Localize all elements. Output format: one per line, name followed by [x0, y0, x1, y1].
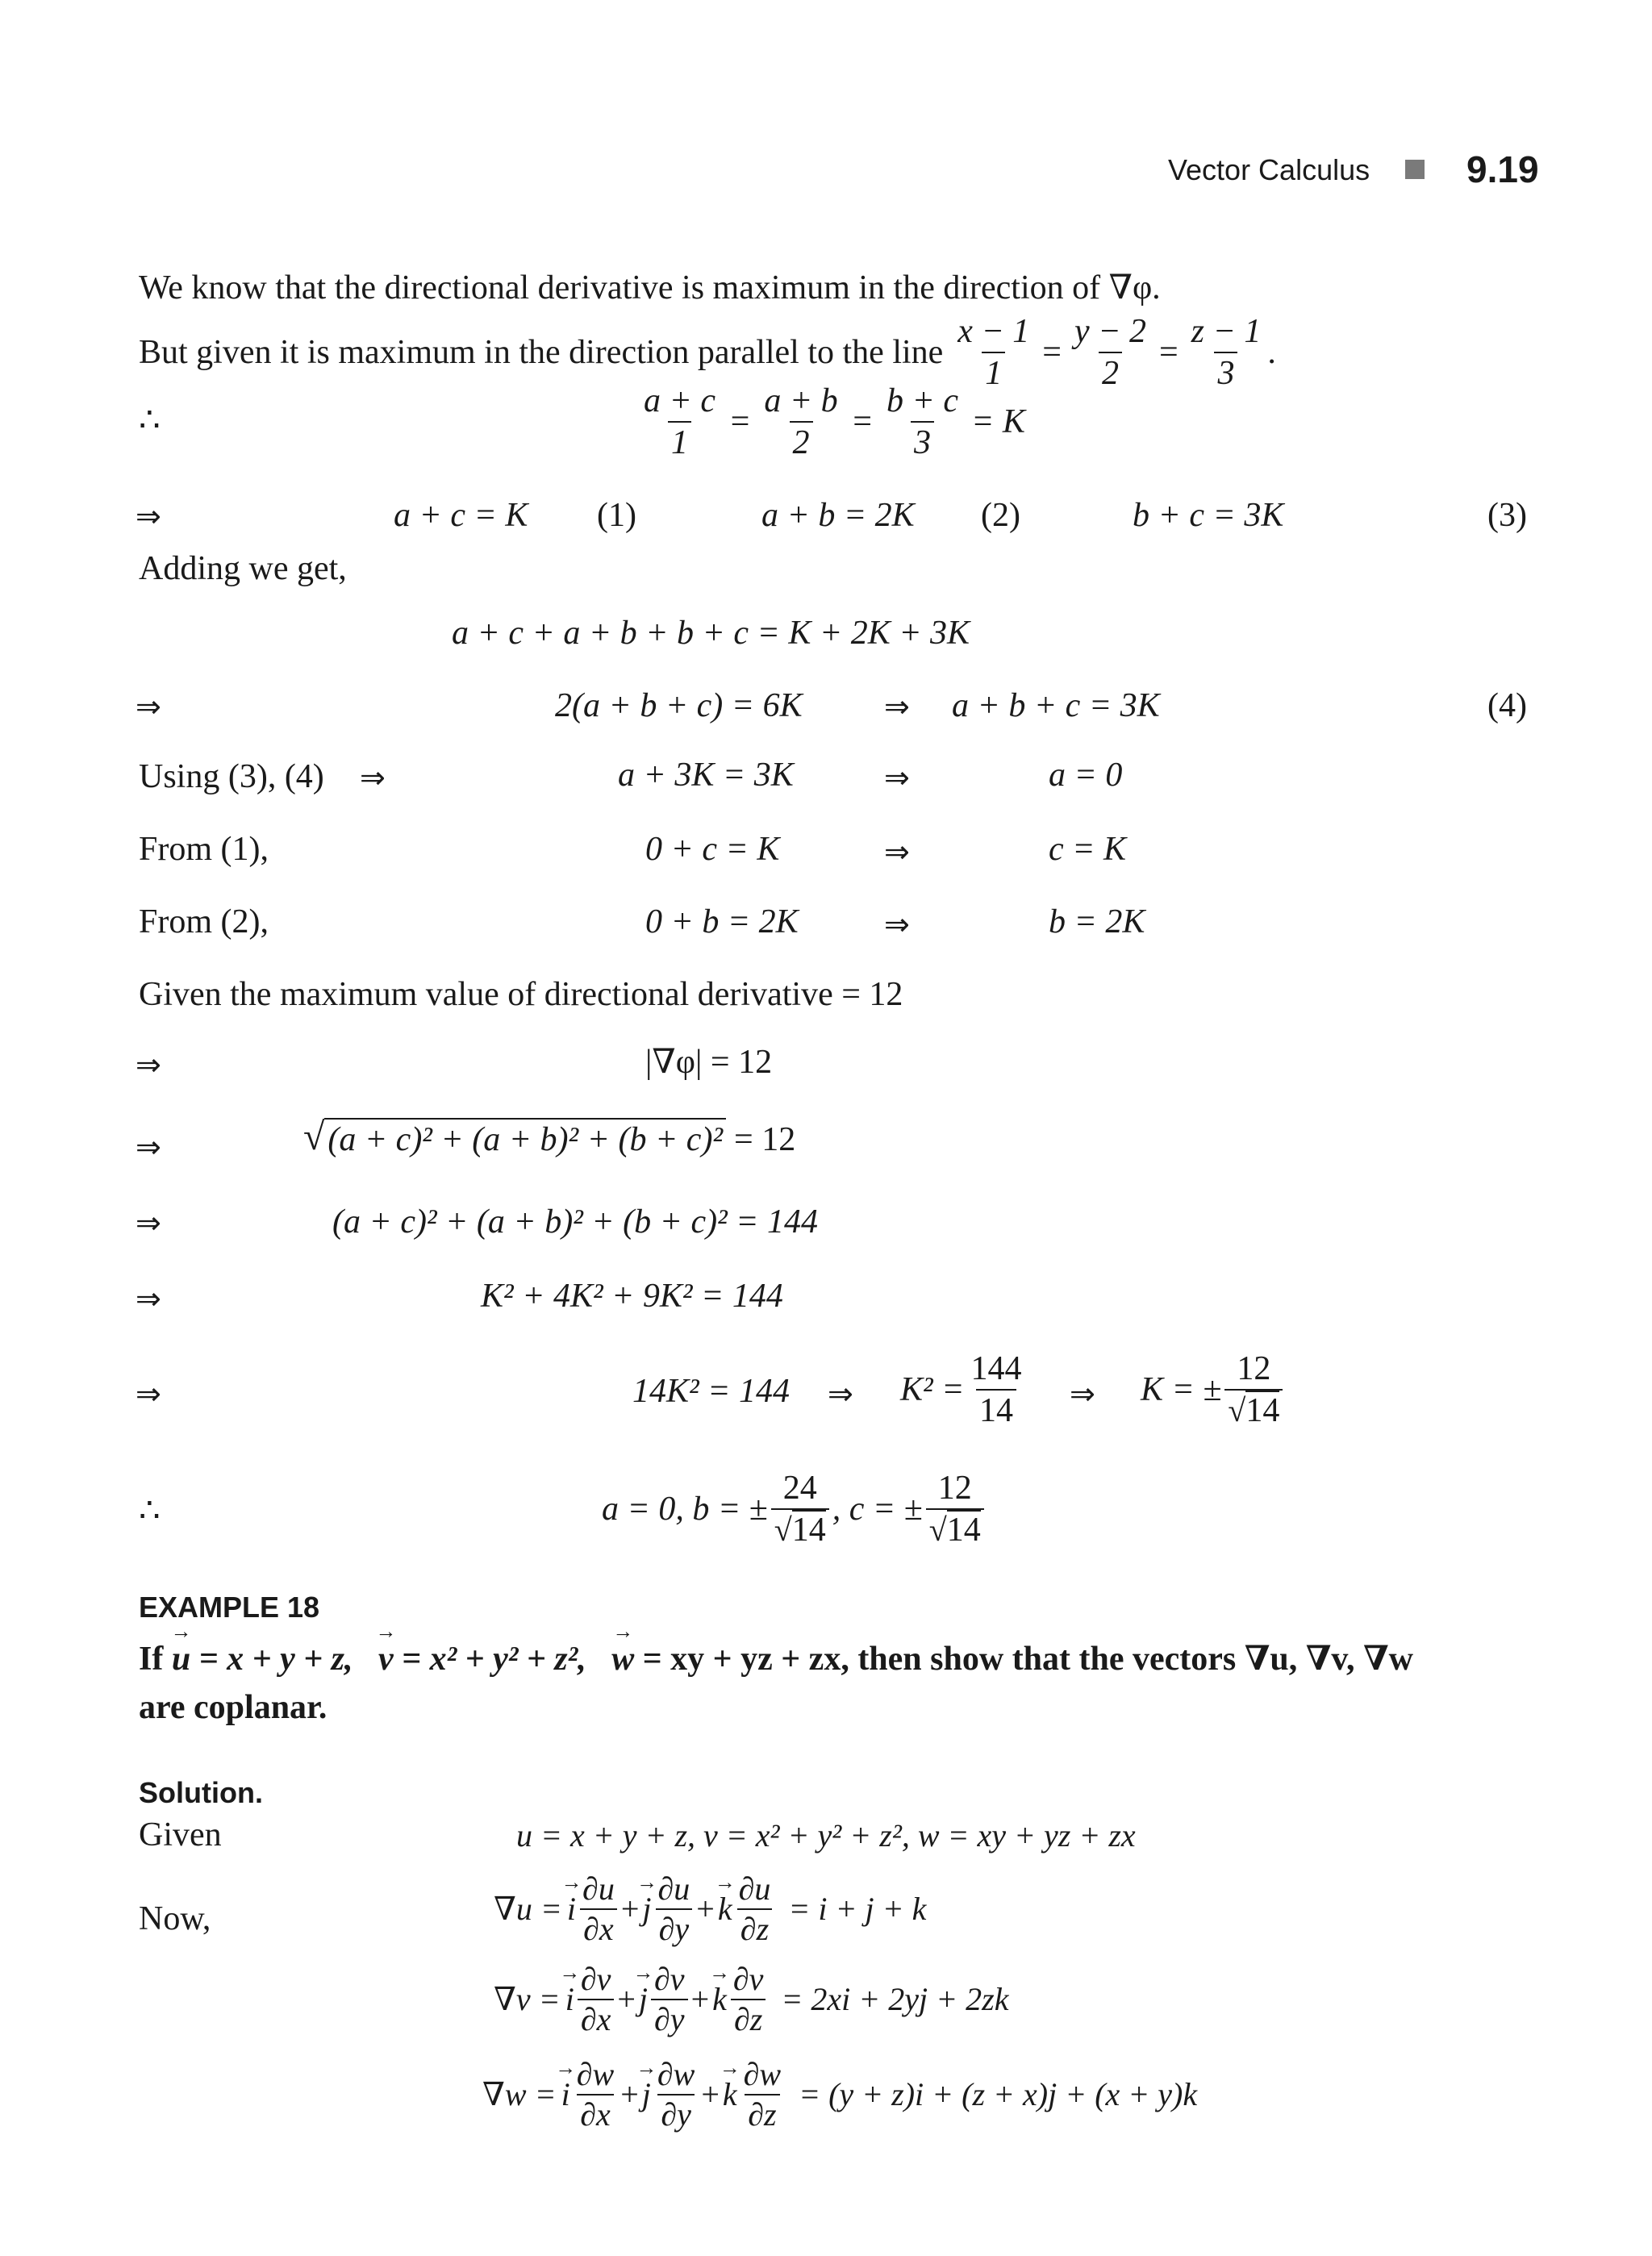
equation-tag-2: (2)	[981, 497, 1020, 534]
k-squared-fraction: K² = $\frac{144}{14}$	[900, 1350, 1022, 1429]
header-square-icon	[1405, 160, 1425, 179]
grad-w-equation: ∇w = i → $\frac{\partial w}{\partial x}$ + j → $\frac{\partial w}{\partial y}$ + k → $\frac{\partial w}{\partial z}$ = (y + z)i + (z + x)j + (x + y)k	[482, 2058, 1197, 2131]
implies-arrow: ⇒	[136, 1129, 161, 1165]
from2-label: From (2),	[139, 903, 269, 940]
ratio-frac-2: $\frac{a + b}{2}$	[764, 382, 838, 461]
given-max-text: Given the maximum value of directional derivative = 12	[139, 976, 903, 1013]
row4-right: a + b + c = 3K	[952, 687, 1160, 724]
implies-arrow: ⇒	[136, 689, 161, 724]
implies-arrow: ⇒	[136, 498, 161, 534]
ratio-frac-3: $\frac{b + c}{3}$	[886, 382, 958, 461]
implies-arrow: ⇒	[828, 1376, 853, 1412]
implies-arrow: ⇒	[136, 1205, 161, 1241]
equation-tag-4: (4)	[1487, 687, 1527, 724]
adding-text: Adding we get,	[139, 550, 347, 587]
grad-v-equation: ∇v = i → $\frac{\partial v}{\partial x}$ + j → $\frac{\partial v}{\partial y}$ + k → $\frac{\partial v}{\partial z}$ = 2xi + 2yj + 2zk	[494, 1963, 1008, 2036]
example-statement-line2: are coplanar.	[139, 1689, 327, 1726]
given-label: Given	[139, 1816, 222, 1854]
section-title: Vector Calculus	[1168, 153, 1370, 186]
line-frac-y: $\frac{y - 2}{2}$	[1074, 313, 1146, 392]
ratio-equation: $\frac{a + c}{1}$ = $\frac{a + b}{2}$ = $\frac{b + c}{3}$ = K	[637, 384, 1025, 460]
equation-1: a + c = K	[394, 497, 528, 534]
using-left: a + 3K = 3K	[618, 757, 794, 794]
line-frac-z: $\frac{z - 1}{3}$	[1191, 313, 1262, 392]
implies-arrow: ⇒	[1070, 1376, 1095, 1412]
equation-tag-1: (1)	[597, 497, 636, 534]
solution-title: Solution.	[139, 1776, 263, 1809]
using-label: Using (3), (4)	[139, 758, 324, 795]
paragraph-parallel-text: But given it is maximum in the direction parallel to the line	[139, 334, 944, 371]
final-values: a = 0, b = ± $\frac{24}{√14}$ , c = ± $\frac{12}{√14}$	[602, 1471, 987, 1547]
implies-arrow: ⇒	[884, 907, 910, 942]
page-number: 9.19	[1466, 148, 1539, 190]
k-row-left: 14K² = 144	[632, 1373, 790, 1410]
using-right: a = 0	[1049, 757, 1123, 794]
implies-arrow: ⇒	[136, 1376, 161, 1412]
grad-u-equation: ∇u = i → $\frac{\partial u}{\partial x}$ + j → $\frac{\partial u}{\partial y}$ + k → $\frac{\partial u}{\partial z}$ = i + j + k	[494, 1873, 926, 1945]
grad-magnitude-eq: |∇φ| = 12	[645, 1044, 773, 1081]
sqrt-radical-icon: √	[303, 1115, 325, 1158]
from2-right: b = 2K	[1049, 903, 1145, 940]
sqrt-radicand: (a + c)² + (a + b)² + (b + c)²	[324, 1118, 726, 1157]
implies-arrow: ⇒	[884, 760, 910, 795]
sqrt-equation	[303, 1115, 796, 1158]
example-statement-line1: If u → = x + y + z, v → = x² + y² + z², w → = xy + yz + zx, then show that the vectors ∇u, ∇v, ∇w	[139, 1642, 1413, 1676]
therefore-symbol: ∴	[139, 402, 161, 439]
from1-right: c = K	[1049, 831, 1126, 868]
implies-arrow: ⇒	[136, 1281, 161, 1316]
squares-equation: (a + c)² + (a + b)² + (b + c)² = 144	[332, 1203, 819, 1241]
from2-left: 0 + b = 2K	[645, 903, 799, 940]
equation-3: b + c = 3K	[1133, 497, 1284, 534]
from1-label: From (1),	[139, 831, 269, 868]
implies-arrow: ⇒	[884, 834, 910, 869]
implies-arrow: ⇒	[884, 689, 910, 724]
from1-left: 0 + c = K	[645, 831, 780, 868]
ratio-frac-1: $\frac{a + c}{1}$	[644, 382, 715, 461]
k-sum-equation: K² + 4K² + 9K² = 144	[481, 1278, 783, 1315]
sqrt-rhs: = 12	[734, 1121, 796, 1158]
paragraph-parallel-line: But given it is maximum in the direction parallel to the line $\frac{x - 1}{1}$ = $\frac{y - 2}{2}$ = $\frac{z - 1}{3}$ .	[139, 313, 1276, 392]
example-title: EXAMPLE 18	[139, 1591, 320, 1624]
sum-equation: a + c + a + b + b + c = K + 2K + 3K	[452, 615, 970, 652]
now-label: Now,	[139, 1900, 211, 1937]
implies-arrow: ⇒	[360, 760, 386, 795]
line-frac-x: $\frac{x - 1}{1}$	[957, 313, 1030, 392]
implies-arrow: ⇒	[136, 1047, 161, 1082]
running-header	[1168, 153, 1370, 187]
equation-2: a + b = 2K	[761, 497, 915, 534]
therefore-symbol: ∴	[139, 1492, 161, 1529]
k-value-fraction: K = ± $\frac{12}{√14}$	[1141, 1352, 1286, 1428]
given-equations: u = x + y + z, v = x² + y² + z², w = xy + yz + zx	[516, 1817, 1136, 1854]
paragraph-directional-derivative: We know that the directional derivative is maximum in the direction of ∇φ.	[139, 269, 1161, 306]
row4-left: 2(a + b + c) = 6K	[555, 687, 803, 724]
equation-tag-3: (3)	[1487, 497, 1527, 534]
